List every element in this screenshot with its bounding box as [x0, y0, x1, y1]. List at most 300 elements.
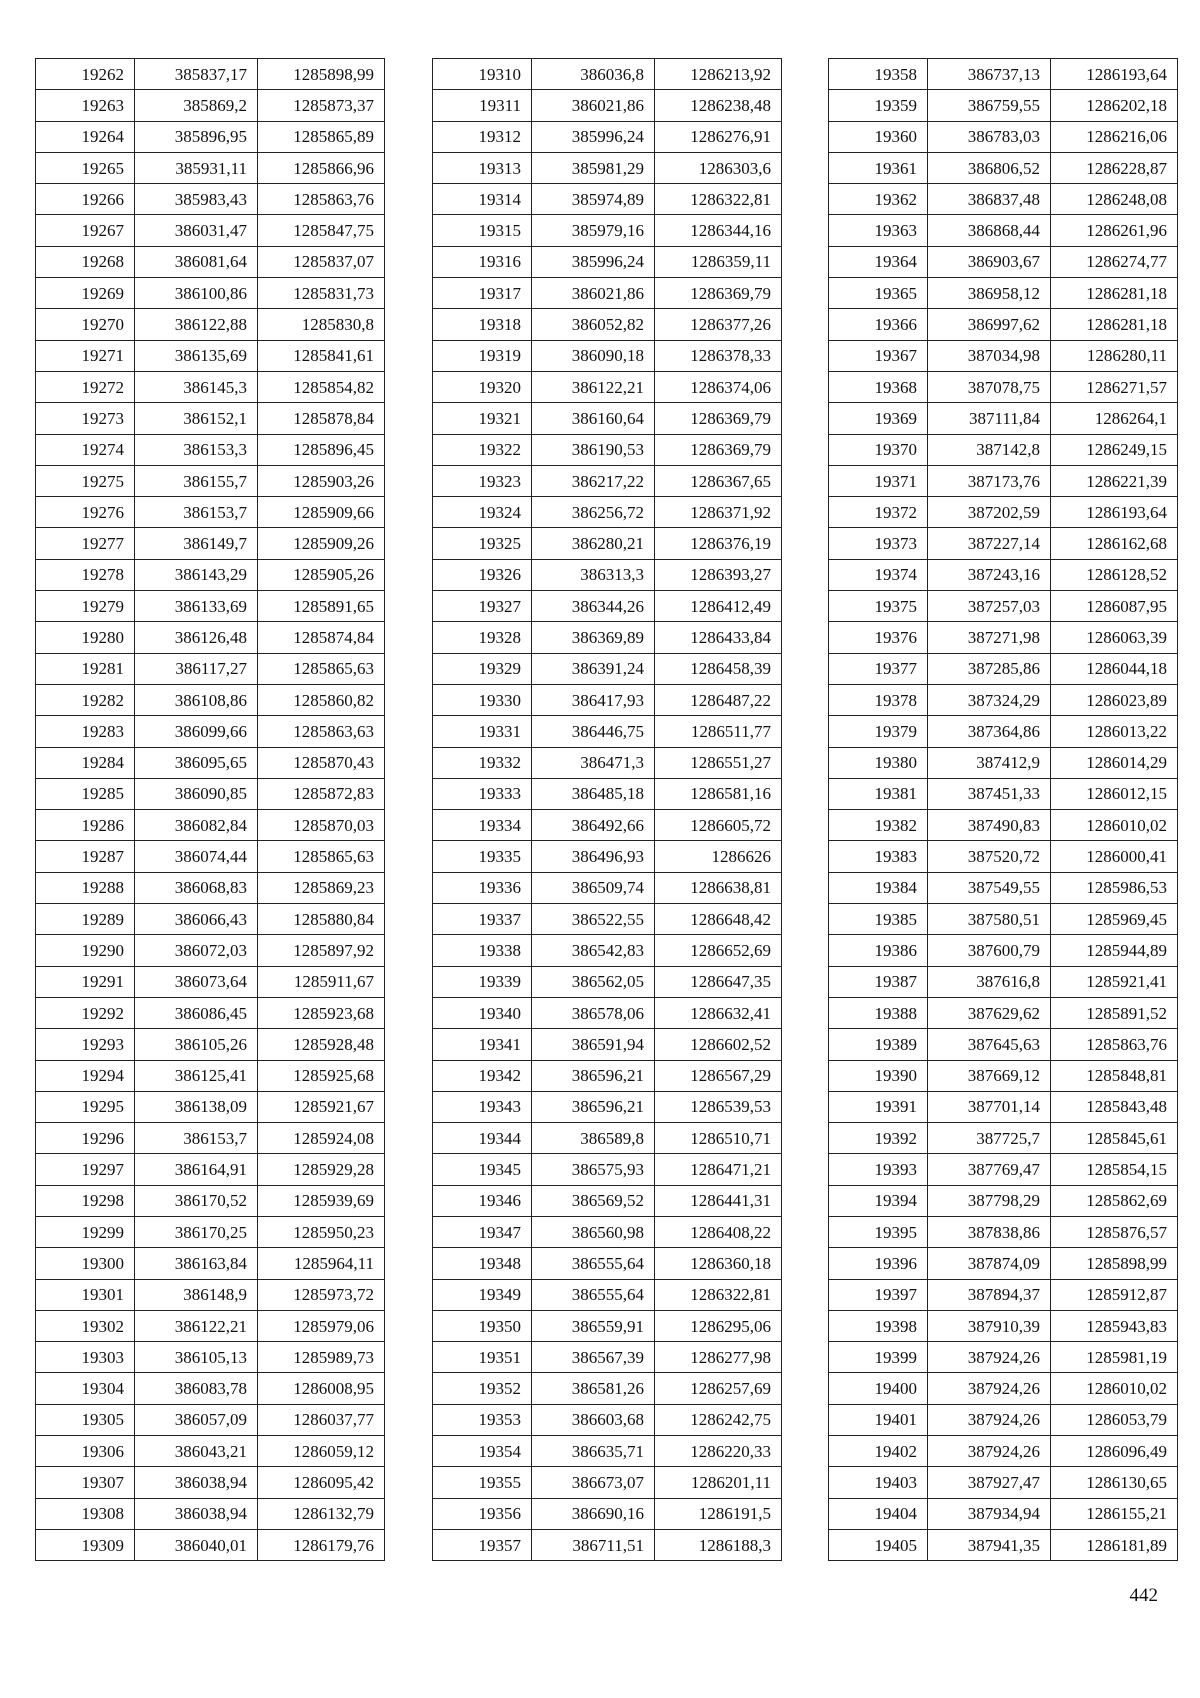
- y-coordinate-cell: 1286012,15: [1051, 778, 1178, 809]
- table-row: [829, 1498, 1178, 1529]
- point-number-cell: 19300: [36, 1248, 135, 1279]
- table-row: [433, 184, 782, 215]
- y-coordinate-cell: 1286433,84: [655, 622, 782, 653]
- table-row: [433, 716, 782, 747]
- x-coordinate-cell: 386122,21: [135, 1310, 258, 1341]
- y-coordinate-cell: 1286063,39: [1051, 622, 1178, 653]
- table-row: [36, 872, 385, 903]
- table-row: [829, 1467, 1178, 1498]
- point-number-cell: 19354: [433, 1436, 532, 1467]
- x-coordinate-cell: 386542,83: [532, 935, 655, 966]
- x-coordinate-cell: 386095,65: [135, 747, 258, 778]
- table-row: [433, 121, 782, 152]
- point-number-cell: 19298: [36, 1185, 135, 1216]
- point-number-cell: 19375: [829, 591, 928, 622]
- table-row: [829, 1029, 1178, 1060]
- y-coordinate-cell: 1285921,67: [258, 1091, 385, 1122]
- y-coordinate-cell: 1286281,18: [1051, 309, 1178, 340]
- table-row: [829, 497, 1178, 528]
- table-row: [433, 1498, 782, 1529]
- x-coordinate-cell: 387798,29: [928, 1185, 1051, 1216]
- table-row: [433, 1310, 782, 1341]
- y-coordinate-cell: 1286276,91: [655, 121, 782, 152]
- table-row: [829, 340, 1178, 371]
- y-coordinate-cell: 1286295,06: [655, 1310, 782, 1341]
- table-row: [36, 1404, 385, 1435]
- x-coordinate-cell: 386164,91: [135, 1154, 258, 1185]
- table-row: [433, 152, 782, 183]
- y-coordinate-cell: 1286539,53: [655, 1091, 782, 1122]
- x-coordinate-cell: 386073,64: [135, 966, 258, 997]
- y-coordinate-cell: 1286261,96: [1051, 215, 1178, 246]
- table-row: [829, 841, 1178, 872]
- table-row: [829, 434, 1178, 465]
- table-row: [829, 904, 1178, 935]
- y-coordinate-cell: 1286087,95: [1051, 591, 1178, 622]
- x-coordinate-cell: 386837,48: [928, 184, 1051, 215]
- point-number-cell: 19395: [829, 1216, 928, 1247]
- point-number-cell: 19337: [433, 904, 532, 935]
- table-row: [36, 497, 385, 528]
- y-coordinate-cell: 1286008,95: [258, 1373, 385, 1404]
- y-coordinate-cell: 1286322,81: [655, 1279, 782, 1310]
- table-row: [829, 90, 1178, 121]
- table-row: [829, 684, 1178, 715]
- y-coordinate-cell: 1286188,3: [655, 1529, 782, 1560]
- y-coordinate-cell: 1286130,65: [1051, 1467, 1178, 1498]
- point-number-cell: 19271: [36, 340, 135, 371]
- point-number-cell: 19323: [433, 465, 532, 496]
- y-coordinate-cell: 1286626: [655, 841, 782, 872]
- point-number-cell: 19275: [36, 465, 135, 496]
- y-coordinate-cell: 1286367,65: [655, 465, 782, 496]
- y-coordinate-cell: 1285863,76: [258, 184, 385, 215]
- table-row: [36, 716, 385, 747]
- table-row: [36, 1216, 385, 1247]
- table-row: [36, 1310, 385, 1341]
- point-number-cell: 19385: [829, 904, 928, 935]
- table-row: [433, 497, 782, 528]
- x-coordinate-cell: 386149,7: [135, 528, 258, 559]
- y-coordinate-cell: 1285876,57: [1051, 1216, 1178, 1247]
- table-row: [36, 810, 385, 841]
- y-coordinate-cell: 1286648,42: [655, 904, 782, 935]
- point-number-cell: 19360: [829, 121, 928, 152]
- x-coordinate-cell: 386555,64: [532, 1248, 655, 1279]
- y-coordinate-cell: 1286408,22: [655, 1216, 782, 1247]
- point-number-cell: 19390: [829, 1060, 928, 1091]
- point-number-cell: 19347: [433, 1216, 532, 1247]
- y-coordinate-cell: 1285923,68: [258, 997, 385, 1028]
- point-number-cell: 19400: [829, 1373, 928, 1404]
- point-number-cell: 19377: [829, 653, 928, 684]
- y-coordinate-cell: 1286095,42: [258, 1467, 385, 1498]
- y-coordinate-cell: 1286344,16: [655, 215, 782, 246]
- x-coordinate-cell: 386806,52: [928, 152, 1051, 183]
- point-number-cell: 19318: [433, 309, 532, 340]
- table-row: [36, 559, 385, 590]
- y-coordinate-cell: 1286216,06: [1051, 121, 1178, 152]
- table-row: [36, 90, 385, 121]
- point-number-cell: 19368: [829, 371, 928, 402]
- y-coordinate-cell: 1286000,41: [1051, 841, 1178, 872]
- table-row: [36, 684, 385, 715]
- table-row: [829, 371, 1178, 402]
- point-number-cell: 19310: [433, 59, 532, 90]
- coordinate-table-2: [432, 58, 782, 1561]
- x-coordinate-cell: 387227,14: [928, 528, 1051, 559]
- table-row: [829, 59, 1178, 90]
- table-row: [829, 528, 1178, 559]
- point-number-cell: 19262: [36, 59, 135, 90]
- table-row: [829, 966, 1178, 997]
- x-coordinate-cell: 386562,05: [532, 966, 655, 997]
- y-coordinate-cell: 1286551,27: [655, 747, 782, 778]
- x-coordinate-cell: 386522,55: [532, 904, 655, 935]
- y-coordinate-cell: 1285944,89: [1051, 935, 1178, 966]
- x-coordinate-cell: 386031,47: [135, 215, 258, 246]
- y-coordinate-cell: 1286202,18: [1051, 90, 1178, 121]
- table-row: [433, 872, 782, 903]
- point-number-cell: 19351: [433, 1342, 532, 1373]
- point-number-cell: 19328: [433, 622, 532, 653]
- x-coordinate-cell: 386559,91: [532, 1310, 655, 1341]
- x-coordinate-cell: 387202,59: [928, 497, 1051, 528]
- table-row: [36, 340, 385, 371]
- x-coordinate-cell: 386569,52: [532, 1185, 655, 1216]
- x-coordinate-cell: 387769,47: [928, 1154, 1051, 1185]
- table-row: [36, 935, 385, 966]
- y-coordinate-cell: 1285897,92: [258, 935, 385, 966]
- point-number-cell: 19357: [433, 1529, 532, 1560]
- point-number-cell: 19382: [829, 810, 928, 841]
- point-number-cell: 19280: [36, 622, 135, 653]
- point-number-cell: 19305: [36, 1404, 135, 1435]
- table-row: [433, 403, 782, 434]
- point-number-cell: 19289: [36, 904, 135, 935]
- y-coordinate-cell: 1286274,77: [1051, 246, 1178, 277]
- point-number-cell: 19266: [36, 184, 135, 215]
- y-coordinate-cell: 1286193,64: [1051, 59, 1178, 90]
- point-number-cell: 19358: [829, 59, 928, 90]
- y-coordinate-cell: 1285869,23: [258, 872, 385, 903]
- table-row: [433, 1060, 782, 1091]
- table-row: [433, 90, 782, 121]
- y-coordinate-cell: 1285898,99: [258, 59, 385, 90]
- point-number-cell: 19297: [36, 1154, 135, 1185]
- x-coordinate-cell: 386133,69: [135, 591, 258, 622]
- point-number-cell: 19299: [36, 1216, 135, 1247]
- table-row: [36, 528, 385, 559]
- point-number-cell: 19320: [433, 371, 532, 402]
- x-coordinate-cell: 387838,86: [928, 1216, 1051, 1247]
- point-number-cell: 19268: [36, 246, 135, 277]
- x-coordinate-cell: 386105,26: [135, 1029, 258, 1060]
- point-number-cell: 19362: [829, 184, 928, 215]
- table-row: [36, 309, 385, 340]
- x-coordinate-cell: 386391,24: [532, 653, 655, 684]
- x-coordinate-cell: 386417,93: [532, 684, 655, 715]
- point-number-cell: 19263: [36, 90, 135, 121]
- y-coordinate-cell: 1285870,43: [258, 747, 385, 778]
- x-coordinate-cell: 386737,13: [928, 59, 1051, 90]
- y-coordinate-cell: 1286010,02: [1051, 810, 1178, 841]
- y-coordinate-cell: 1286377,26: [655, 309, 782, 340]
- point-number-cell: 19403: [829, 1467, 928, 1498]
- point-number-cell: 19398: [829, 1310, 928, 1341]
- x-coordinate-cell: 387078,75: [928, 371, 1051, 402]
- point-number-cell: 19312: [433, 121, 532, 152]
- y-coordinate-cell: 1286193,64: [1051, 497, 1178, 528]
- table-row: [829, 591, 1178, 622]
- y-coordinate-cell: 1286371,92: [655, 497, 782, 528]
- table-row: [829, 1373, 1178, 1404]
- x-coordinate-cell: 386100,86: [135, 278, 258, 309]
- x-coordinate-cell: 386575,93: [532, 1154, 655, 1185]
- point-number-cell: 19343: [433, 1091, 532, 1122]
- table-row: [829, 872, 1178, 903]
- table-row: [433, 841, 782, 872]
- x-coordinate-cell: 387924,26: [928, 1436, 1051, 1467]
- x-coordinate-cell: 387243,16: [928, 559, 1051, 590]
- table-row: [829, 810, 1178, 841]
- table-row: [433, 684, 782, 715]
- y-coordinate-cell: 1285848,81: [1051, 1060, 1178, 1091]
- point-number-cell: 19281: [36, 653, 135, 684]
- y-coordinate-cell: 1286303,6: [655, 152, 782, 183]
- point-number-cell: 19287: [36, 841, 135, 872]
- x-coordinate-cell: 386122,88: [135, 309, 258, 340]
- table-row: [829, 716, 1178, 747]
- x-coordinate-cell: 387924,26: [928, 1342, 1051, 1373]
- table-row: [829, 215, 1178, 246]
- point-number-cell: 19313: [433, 152, 532, 183]
- x-coordinate-cell: 386086,45: [135, 997, 258, 1028]
- y-coordinate-cell: 1285921,41: [1051, 966, 1178, 997]
- y-coordinate-cell: 1285866,96: [258, 152, 385, 183]
- y-coordinate-cell: 1286238,48: [655, 90, 782, 121]
- x-coordinate-cell: 386117,27: [135, 653, 258, 684]
- y-coordinate-cell: 1285863,76: [1051, 1029, 1178, 1060]
- x-coordinate-cell: 387669,12: [928, 1060, 1051, 1091]
- point-number-cell: 19324: [433, 497, 532, 528]
- y-coordinate-cell: 1285865,89: [258, 121, 385, 152]
- table-row: [36, 1498, 385, 1529]
- x-coordinate-cell: 386038,94: [135, 1467, 258, 1498]
- point-number-cell: 19269: [36, 278, 135, 309]
- x-coordinate-cell: 387894,37: [928, 1279, 1051, 1310]
- point-number-cell: 19284: [36, 747, 135, 778]
- y-coordinate-cell: 1285878,84: [258, 403, 385, 434]
- x-coordinate-cell: 385974,89: [532, 184, 655, 215]
- y-coordinate-cell: 1286179,76: [258, 1529, 385, 1560]
- table-row: [433, 997, 782, 1028]
- point-number-cell: 19349: [433, 1279, 532, 1310]
- table-row: [36, 591, 385, 622]
- point-number-cell: 19355: [433, 1467, 532, 1498]
- x-coordinate-cell: 385979,16: [532, 215, 655, 246]
- table-row: [829, 622, 1178, 653]
- y-coordinate-cell: 1286132,79: [258, 1498, 385, 1529]
- table-row: [829, 1342, 1178, 1373]
- point-number-cell: 19330: [433, 684, 532, 715]
- x-coordinate-cell: 387616,8: [928, 966, 1051, 997]
- x-coordinate-cell: 387580,51: [928, 904, 1051, 935]
- x-coordinate-cell: 386446,75: [532, 716, 655, 747]
- x-coordinate-cell: 386170,25: [135, 1216, 258, 1247]
- table-row: [36, 1373, 385, 1404]
- table-row: [829, 465, 1178, 496]
- point-number-cell: 19405: [829, 1529, 928, 1560]
- y-coordinate-cell: 1285896,45: [258, 434, 385, 465]
- table-row: [433, 1404, 782, 1435]
- table-row: [36, 278, 385, 309]
- point-number-cell: 19304: [36, 1373, 135, 1404]
- y-coordinate-cell: 1285863,63: [258, 716, 385, 747]
- point-number-cell: 19291: [36, 966, 135, 997]
- y-coordinate-cell: 1285837,07: [258, 246, 385, 277]
- y-coordinate-cell: 1286378,33: [655, 340, 782, 371]
- point-number-cell: 19265: [36, 152, 135, 183]
- y-coordinate-cell: 1286487,22: [655, 684, 782, 715]
- point-number-cell: 19264: [36, 121, 135, 152]
- y-coordinate-cell: 1286013,22: [1051, 716, 1178, 747]
- y-coordinate-cell: 1285969,45: [1051, 904, 1178, 935]
- table-row: [433, 1436, 782, 1467]
- x-coordinate-cell: 385983,43: [135, 184, 258, 215]
- point-number-cell: 19369: [829, 403, 928, 434]
- table-row: [829, 184, 1178, 215]
- y-coordinate-cell: 1285865,63: [258, 653, 385, 684]
- table-row: [433, 1123, 782, 1154]
- table-row: [36, 1185, 385, 1216]
- x-coordinate-cell: 386143,29: [135, 559, 258, 590]
- table-row: [433, 778, 782, 809]
- point-number-cell: 19404: [829, 1498, 928, 1529]
- y-coordinate-cell: 1286322,81: [655, 184, 782, 215]
- x-coordinate-cell: 387549,55: [928, 872, 1051, 903]
- point-number-cell: 19364: [829, 246, 928, 277]
- point-number-cell: 19308: [36, 1498, 135, 1529]
- point-number-cell: 19311: [433, 90, 532, 121]
- point-number-cell: 19365: [829, 278, 928, 309]
- point-number-cell: 19295: [36, 1091, 135, 1122]
- table-row: [829, 403, 1178, 434]
- x-coordinate-cell: 386596,21: [532, 1091, 655, 1122]
- x-coordinate-cell: 387324,29: [928, 684, 1051, 715]
- table-row: [36, 622, 385, 653]
- y-coordinate-cell: 1286374,06: [655, 371, 782, 402]
- point-number-cell: 19402: [829, 1436, 928, 1467]
- x-coordinate-cell: 386068,83: [135, 872, 258, 903]
- y-coordinate-cell: 1285891,52: [1051, 997, 1178, 1028]
- y-coordinate-cell: 1286605,72: [655, 810, 782, 841]
- x-coordinate-cell: 386083,78: [135, 1373, 258, 1404]
- x-coordinate-cell: 387645,63: [928, 1029, 1051, 1060]
- y-coordinate-cell: 1285909,26: [258, 528, 385, 559]
- point-number-cell: 19288: [36, 872, 135, 903]
- table-row: [829, 997, 1178, 1028]
- point-number-cell: 19279: [36, 591, 135, 622]
- table-row: [829, 246, 1178, 277]
- x-coordinate-cell: 386635,71: [532, 1436, 655, 1467]
- y-coordinate-cell: 1286632,41: [655, 997, 782, 1028]
- x-coordinate-cell: 387142,8: [928, 434, 1051, 465]
- y-coordinate-cell: 1286441,31: [655, 1185, 782, 1216]
- x-coordinate-cell: 387111,84: [928, 403, 1051, 434]
- x-coordinate-cell: 385931,11: [135, 152, 258, 183]
- y-coordinate-cell: 1285973,72: [258, 1279, 385, 1310]
- x-coordinate-cell: 387600,79: [928, 935, 1051, 966]
- point-number-cell: 19366: [829, 309, 928, 340]
- x-coordinate-cell: 386021,86: [532, 90, 655, 121]
- y-coordinate-cell: 1285911,67: [258, 966, 385, 997]
- y-coordinate-cell: 1285830,8: [258, 309, 385, 340]
- table-row: [36, 184, 385, 215]
- table-row: [433, 966, 782, 997]
- point-number-cell: 19401: [829, 1404, 928, 1435]
- table-row: [829, 1091, 1178, 1122]
- table-row: [829, 278, 1178, 309]
- y-coordinate-cell: 1285950,23: [258, 1216, 385, 1247]
- y-coordinate-cell: 1286376,19: [655, 528, 782, 559]
- point-number-cell: 19399: [829, 1342, 928, 1373]
- table-row: [829, 152, 1178, 183]
- point-number-cell: 19361: [829, 152, 928, 183]
- y-coordinate-cell: 1286360,18: [655, 1248, 782, 1279]
- table-row: [433, 215, 782, 246]
- table-row: [433, 653, 782, 684]
- y-coordinate-cell: 1285843,48: [1051, 1091, 1178, 1122]
- x-coordinate-cell: 386155,7: [135, 465, 258, 496]
- x-coordinate-cell: 386492,66: [532, 810, 655, 841]
- point-number-cell: 19396: [829, 1248, 928, 1279]
- y-coordinate-cell: 1285860,82: [258, 684, 385, 715]
- table-row: [433, 1279, 782, 1310]
- x-coordinate-cell: 386783,03: [928, 121, 1051, 152]
- x-coordinate-cell: 386090,85: [135, 778, 258, 809]
- y-coordinate-cell: 1286511,77: [655, 716, 782, 747]
- x-coordinate-cell: 386170,52: [135, 1185, 258, 1216]
- point-number-cell: 19389: [829, 1029, 928, 1060]
- y-coordinate-cell: 1285981,19: [1051, 1342, 1178, 1373]
- x-coordinate-cell: 386066,43: [135, 904, 258, 935]
- y-coordinate-cell: 1285939,69: [258, 1185, 385, 1216]
- x-coordinate-cell: 386496,93: [532, 841, 655, 872]
- point-number-cell: 19391: [829, 1091, 928, 1122]
- x-coordinate-cell: 386122,21: [532, 371, 655, 402]
- table-row: [829, 1310, 1178, 1341]
- y-coordinate-cell: 1285865,63: [258, 841, 385, 872]
- table-row: [829, 1248, 1178, 1279]
- y-coordinate-cell: 1286213,92: [655, 59, 782, 90]
- y-coordinate-cell: 1286201,11: [655, 1467, 782, 1498]
- table-row: [433, 278, 782, 309]
- point-number-cell: 19277: [36, 528, 135, 559]
- y-coordinate-cell: 1286264,1: [1051, 403, 1178, 434]
- point-number-cell: 19290: [36, 935, 135, 966]
- point-number-cell: 19333: [433, 778, 532, 809]
- y-coordinate-cell: 1285898,99: [1051, 1248, 1178, 1279]
- x-coordinate-cell: 386313,3: [532, 559, 655, 590]
- y-coordinate-cell: 1285986,53: [1051, 872, 1178, 903]
- table-row: [829, 1279, 1178, 1310]
- table-row: [829, 778, 1178, 809]
- point-number-cell: 19309: [36, 1529, 135, 1560]
- y-coordinate-cell: 1286602,52: [655, 1029, 782, 1060]
- y-coordinate-cell: 1285909,66: [258, 497, 385, 528]
- x-coordinate-cell: 387034,98: [928, 340, 1051, 371]
